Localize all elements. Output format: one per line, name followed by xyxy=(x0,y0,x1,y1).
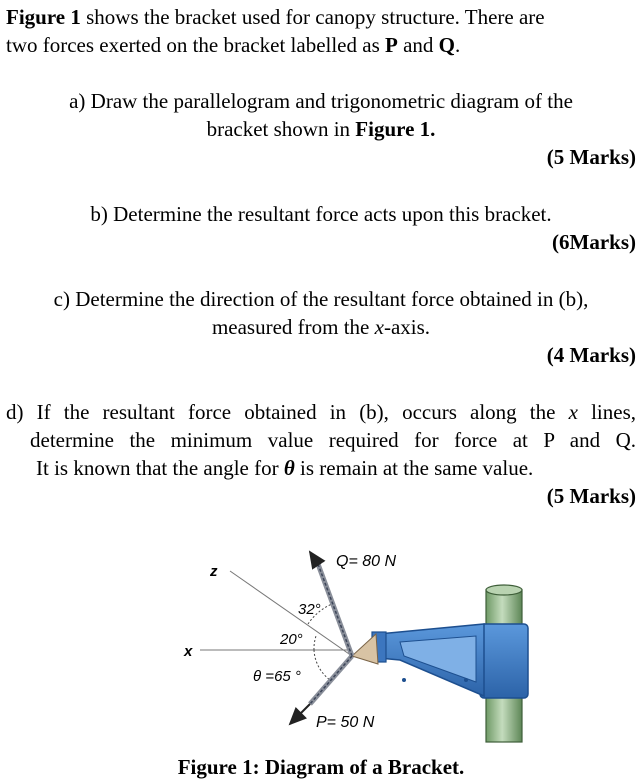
force-q-label: Q= 80 N xyxy=(336,553,397,570)
question-c-marks: (4 Marks) xyxy=(546,343,636,367)
intro-line-1: Figure 1 shows the bracket used for canopy structure. There are xyxy=(6,5,545,29)
bracket-diagram xyxy=(0,540,642,752)
connector-plate xyxy=(352,634,378,664)
question-d-line-3: It is known that the angle for θ is remain at the same value. xyxy=(36,456,534,480)
question-d-marks: (5 Marks) xyxy=(546,484,636,508)
question-c-line-2: measured from the x-axis. xyxy=(211,315,431,339)
angle-arc-20 xyxy=(314,636,316,650)
question-a-line-2: bracket shown in Figure 1. xyxy=(206,117,436,141)
question-d-line-1: d) If the resultant force obtained in (b), occurs along the x lines, xyxy=(6,400,636,424)
question-b-line-1: b) Determine the resultant force acts upon this bracket. xyxy=(90,202,552,226)
force-p-label: P= 50 N xyxy=(316,714,375,731)
angle-20-label: 20° xyxy=(280,631,303,648)
intro-line-2: two forces exerted on the bracket labelled as P and Q. xyxy=(6,33,461,57)
angle-32-label: 32° xyxy=(298,601,321,618)
angle-arc-theta xyxy=(314,650,330,680)
question-d-line-2: determine the minimum value required for force at P and Q. xyxy=(30,428,636,452)
question-c-line-1: c) Determine the direction of the resultant force obtained in (b), xyxy=(53,287,589,311)
theta-label: θ =65 ° xyxy=(253,668,301,685)
question-a-line-1: a) Draw the parallelogram and trigonometric diagram of the xyxy=(69,89,573,113)
question-a-marks: (5 Marks) xyxy=(546,145,636,169)
question-b-marks: (6Marks) xyxy=(552,230,636,254)
figure-caption: Figure 1: Diagram of a Bracket. xyxy=(177,755,465,779)
z-axis-label: z xyxy=(210,563,218,580)
x-axis-label: x xyxy=(184,643,193,660)
intro-figure-ref: Figure 1 xyxy=(6,5,81,29)
bracket-body xyxy=(372,624,528,698)
